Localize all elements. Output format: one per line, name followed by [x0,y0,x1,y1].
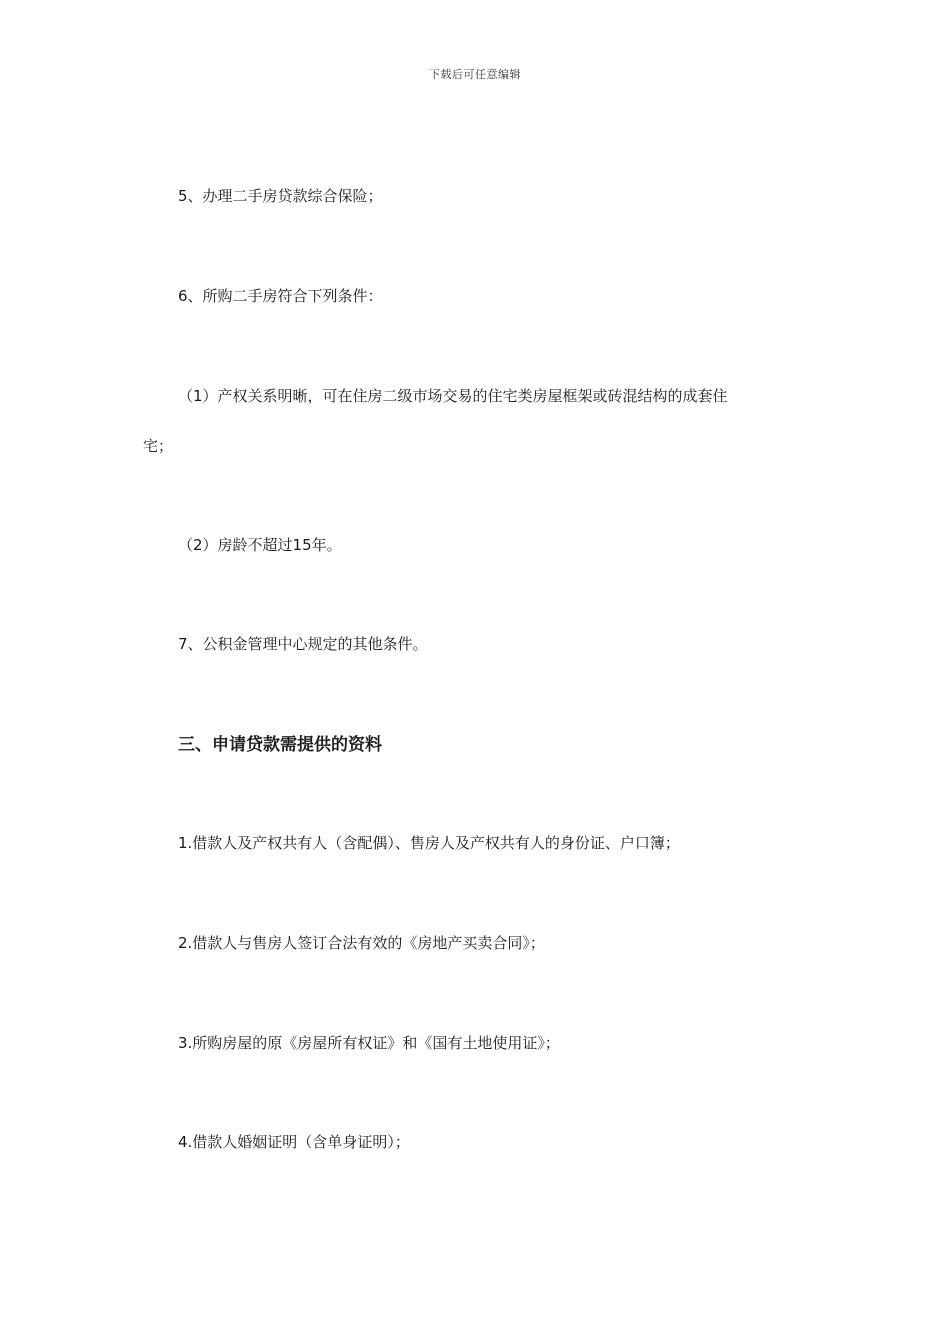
section-3-heading: 三、申请贷款需提供的资料 [178,735,382,755]
requirement-item-6: 6、所购二手房符合下列条件： [178,287,383,305]
requirement-item-5: 5、办理二手房贷款综合保险； [178,187,383,205]
document-item-1: 1.借款人及产权共有人（含配偶）、售房人及产权共有人的身份证、户口簿； [178,834,680,852]
condition-1-line-1: （1）产权关系明晰，可在住房二级市场交易的住宅类房屋框架或砖混结构的成套住 [178,387,728,405]
page-header: 下载后可任意编辑 [429,68,521,81]
condition-1-line-2: 宅； [143,437,174,455]
document-item-2: 2.借款人与售房人签订合法有效的《房地产买卖合同》； [178,934,545,952]
document-item-4: 4.借款人婚姻证明（含单身证明）； [178,1133,410,1151]
document-item-3: 3.所购房屋的原《房屋所有权证》和《国有土地使用证》； [178,1034,560,1052]
condition-2: （2）房龄不超过15年。 [178,536,342,554]
requirement-item-7: 7、公积金管理中心规定的其他条件。 [178,635,428,653]
